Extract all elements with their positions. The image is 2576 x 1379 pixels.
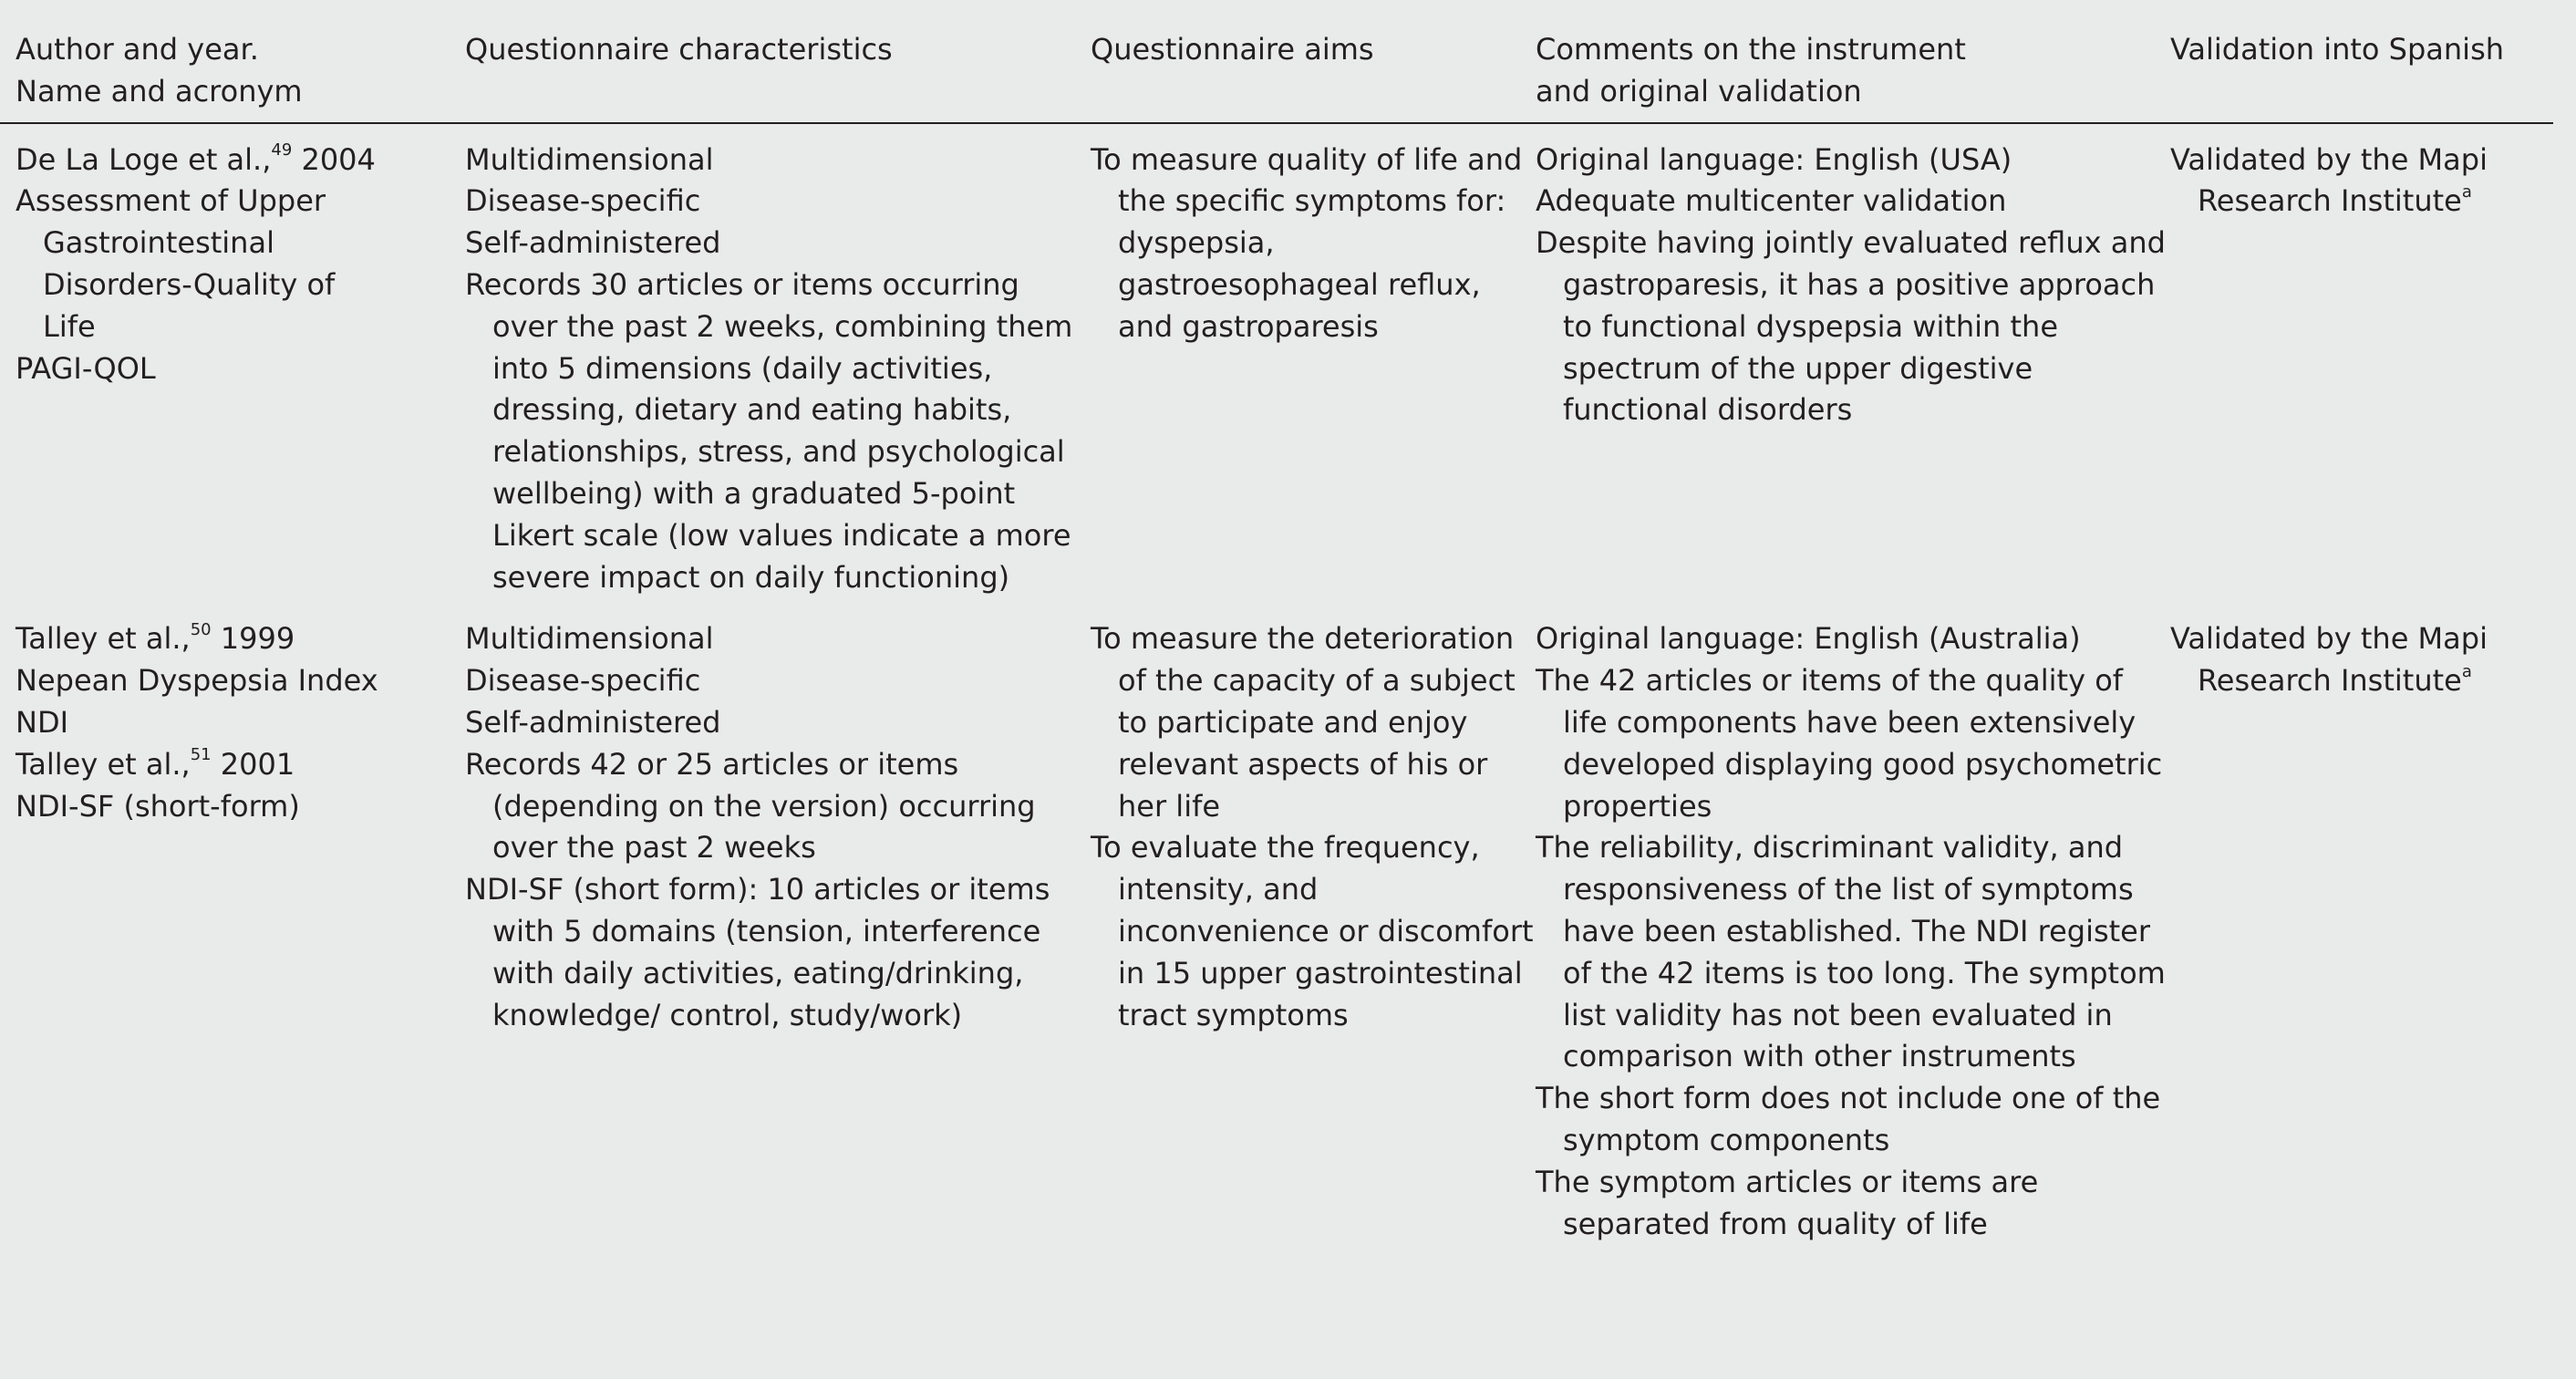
cell-validation — [2170, 618, 2553, 1245]
instrument-acronym-2: NDI-SF (short-form) — [16, 788, 300, 824]
comment-item: Original language: English (Australia) — [1536, 621, 2081, 657]
header-comments-line1: Comments on the instrument — [1536, 32, 1966, 67]
instrument-name-line2: Gastrointestinal — [43, 225, 274, 261]
comment-item: The 42 articles or items of the quality of life components have been extensively developed displaying good psychometric properties — [1536, 663, 2163, 824]
characteristic-item: Self-administered — [465, 704, 721, 740]
cell-comments — [1536, 123, 2170, 619]
header-author-line1: Author and year. — [16, 32, 259, 67]
instrument-name-line1: Nepean Dyspepsia Index — [16, 663, 378, 699]
characteristic-item: Records 30 articles or items occurring over the past 2 weeks, combining them into 5 dimensions (daily activities, dressing, dietary and eating habits, relationships, stress, and psychological wellbeing) with a graduated 5-point Likert scale (low values indicate a more severe impact on daily functioning) — [465, 266, 1073, 595]
characteristic-item: Multidimensional — [465, 621, 714, 657]
comment-item: Despite having jointly evaluated reflux and gastroparesis, it has a positive approach to functional dyspepsia within the spectrum of the upper digestive functional disorders — [1536, 225, 2166, 428]
header-aims — [1091, 26, 1536, 123]
cell-author — [0, 618, 465, 1245]
footnote-marker: a — [2461, 181, 2472, 202]
characteristic-item: Disease-specific — [465, 663, 701, 699]
comment-item: Adequate multicenter validation — [1536, 183, 2007, 219]
instrument-acronym: PAGI-QOL — [16, 350, 156, 386]
characteristic-item: NDI-SF (short form): 10 articles or items with 5 domains (tension, interference with daily activities, eating/drinking, knowledge/ control, study/work) — [465, 872, 1050, 1032]
cell-aims — [1091, 618, 1536, 1245]
table-row — [0, 123, 2553, 619]
instrument-name-line4: Life — [43, 308, 96, 344]
header-validation — [2170, 26, 2553, 123]
header-author — [0, 26, 465, 123]
author-citation — [16, 140, 465, 181]
footnote-marker: a — [2461, 661, 2472, 681]
header-author-line2: Name and acronym — [16, 73, 303, 109]
cell-validation — [2170, 123, 2553, 619]
header-row — [0, 26, 2553, 123]
cell-characteristics — [465, 123, 1091, 619]
questionnaire-table — [0, 26, 2553, 1245]
author-year: 2004 — [292, 141, 376, 177]
author-year-2: 2001 — [211, 746, 295, 782]
reference-number-2: 51 — [190, 745, 212, 765]
header-comments — [1536, 26, 2170, 123]
reference-number: 49 — [271, 140, 293, 160]
header-aims-label: Questionnaire aims — [1091, 32, 1374, 67]
aim-item: To measure the deterioration of the capacity of a subject to participate and enjoy relevant aspects of his or her life — [1091, 621, 1516, 824]
characteristic-item: Multidimensional — [465, 141, 714, 177]
characteristic-item: Self-administered — [465, 225, 721, 261]
cell-comments — [1536, 618, 2170, 1245]
table-header — [0, 26, 2553, 123]
aim-item: To evaluate the frequency, intensity, and inconvenience or discomfort in 15 upper gastrointestinal tract symptoms — [1091, 830, 1534, 1032]
instrument-name-line1: Assessment of Upper — [16, 183, 326, 219]
reference-number: 50 — [190, 619, 212, 639]
table-row — [0, 618, 2553, 1245]
instrument-acronym: NDI — [16, 704, 69, 740]
cell-aims — [1091, 123, 1536, 619]
author-name: De La Loge et al., — [16, 141, 272, 177]
comment-item: The symptom articles or items are separated from quality of life — [1536, 1164, 2039, 1241]
cell-author — [0, 123, 465, 619]
table-body — [0, 123, 2553, 1246]
author-citation — [16, 618, 465, 660]
aim-item: To measure quality of life and the specific symptoms for: dyspepsia, gastroesophageal reflux, and gastroparesis — [1091, 141, 1523, 344]
author-name-2: Talley et al., — [16, 746, 191, 782]
comment-item: The short form does not include one of the symptom components — [1536, 1081, 2161, 1157]
validation-institute: Research Institute — [2198, 663, 2462, 699]
cell-characteristics — [465, 618, 1091, 1245]
author-name: Talley et al., — [16, 621, 191, 657]
header-characteristics — [465, 26, 1091, 123]
header-comments-line2: and original validation — [1536, 73, 1862, 109]
validation-line1: Validated by the Mapi — [2170, 621, 2488, 657]
validation-institute: Research Institute — [2198, 183, 2462, 219]
validation-line1: Validated by the Mapi — [2170, 141, 2488, 177]
comment-item: Original language: English (USA) — [1536, 141, 2012, 177]
characteristic-item: Disease-specific — [465, 183, 701, 219]
comment-item: The reliability, discriminant validity, and responsiveness of the list of symptoms have been established. The NDI register of the 42 items is too long. The symptom list validity has not been evaluated in comparison with other instruments — [1536, 830, 2166, 1074]
instrument-name-line3: Disorders-Quality of — [43, 266, 336, 302]
header-validation-label: Validation into Spanish — [2170, 32, 2505, 67]
header-characteristics-label: Questionnaire characteristics — [465, 32, 893, 67]
characteristic-item: Records 42 or 25 articles or items (depending on the version) occurring over the past 2 weeks — [465, 746, 1036, 866]
author-citation-2 — [16, 744, 465, 786]
validation-line2 — [2170, 660, 2553, 702]
author-year: 1999 — [211, 621, 295, 657]
validation-line2 — [2170, 181, 2553, 223]
